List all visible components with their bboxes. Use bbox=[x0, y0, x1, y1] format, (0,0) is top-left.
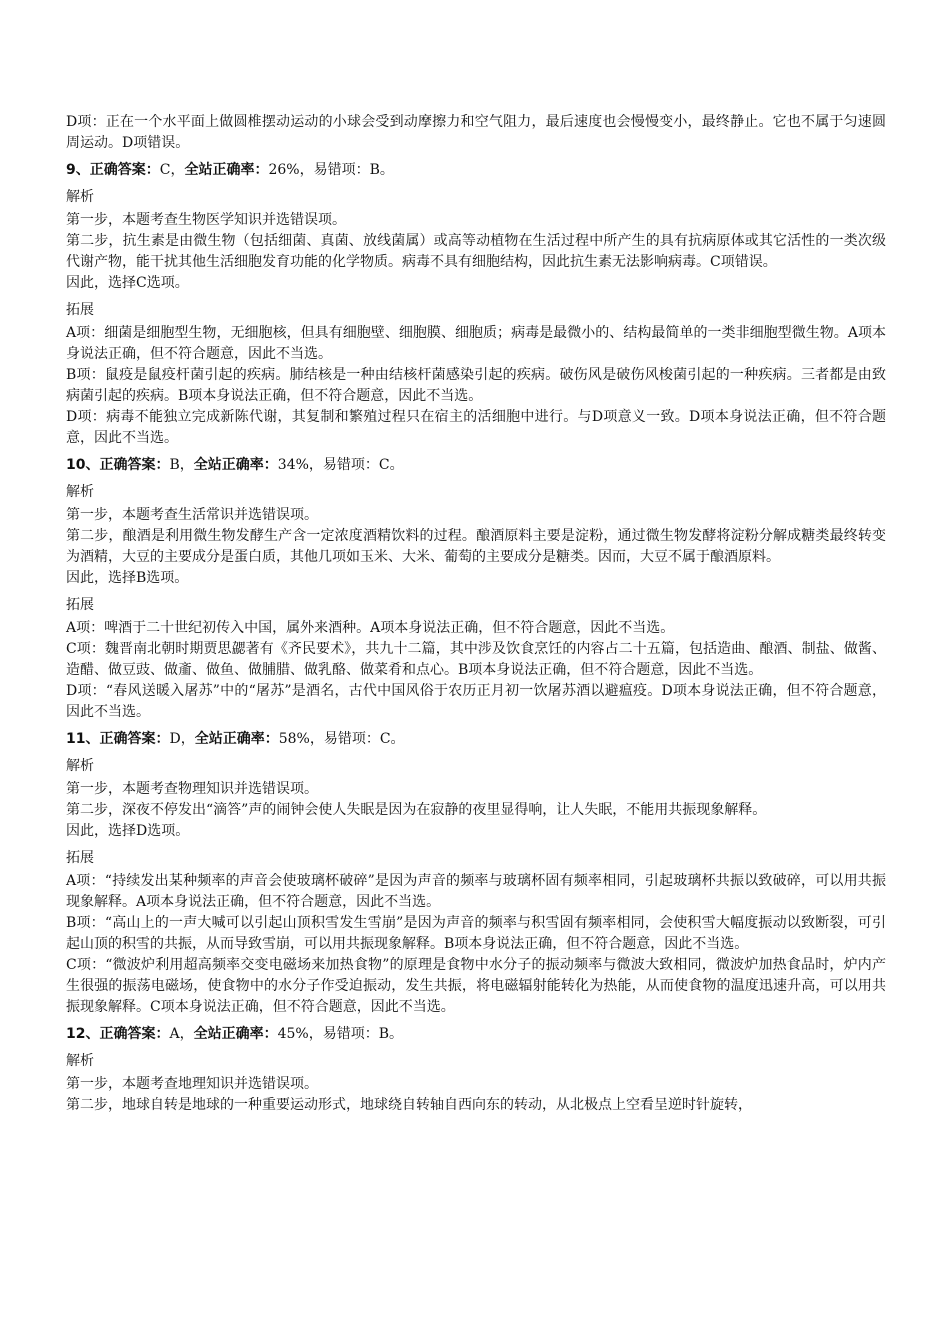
q10-option-a: A项：啤酒于二十世纪初传入中国，属外来酒种。A项本身说法正确，但不符合题意，因此不当选。 bbox=[66, 620, 675, 636]
q12-step1: 第一步，本题考查地理知识并选错误项。 bbox=[66, 1076, 318, 1092]
q9-conclusion: 因此，选择C选项。 bbox=[66, 275, 189, 291]
q10-rate: 34%，易错项：C。 bbox=[277, 457, 404, 473]
q10-step1: 第一步，本题考查生活常识并选错误项。 bbox=[66, 507, 318, 523]
q10-answer-label: 正确答案： bbox=[99, 457, 170, 473]
q10-conclusion: 因此，选择B选项。 bbox=[66, 570, 189, 586]
q11-jiexi-label: 解析 bbox=[66, 758, 94, 774]
q9-step2: 第二步，抗生素是由微生物（包括细菌、真菌、放线菌属）或高等动植物在生活过程中所产生的具有抗病原体或其它活性的一类次级代谢产物，能干扰其他生活细胞发育功能的化学物质。病毒不具有细胞结构，因此抗生素无法影响病毒。C项错误。 bbox=[66, 233, 886, 270]
q10-step2: 第二步，酿酒是利用微生物发酵生产含一定浓度酒精饮料的过程。酿酒原料主要是淀粉，通过微生物发酵将淀粉分解成糖类最终转变为酒精，大豆的主要成分是蛋白质，其他几项如玉米、大米、葡萄的主要成分是糖类。因而，大豆不属于酿酒原料。 bbox=[66, 528, 886, 565]
q12-answer-label: 正确答案： bbox=[99, 1026, 170, 1042]
q11-option-c: C项：“微波炉利用超高频率交变电磁场来加热食物”的原理是食物中水分子的振动频率与微波大致相同，微波炉加热食品时，炉内产生很强的振荡电磁场，使食物中的水分子作受迫振动，发生共振，将电磁辐射能转化为热能，从而使食物的温度迅速升高，可以用共振现象解释。C项本身说法正确，但不符合题意，因此不当选。 bbox=[66, 957, 886, 1015]
q9-tuozhan-label: 拓展 bbox=[66, 302, 94, 318]
q11-answer: D， bbox=[169, 731, 195, 747]
q12-answer: A， bbox=[169, 1026, 194, 1042]
q9-answer-heading bbox=[66, 160, 886, 181]
q9-option-b: B项：鼠疫是鼠疫杆菌引起的疾病。肺结核是一种由结核杆菌感染引起的疾病。破伤风是破伤风梭菌引起的一种疾病。三者都是由致病菌引起的疾病。B项本身说法正确，但不符合题意，因此不当选。 bbox=[66, 367, 886, 404]
q12-rate-label: 全站正确率： bbox=[193, 1026, 278, 1042]
q9-rate: 26%，易错项：B。 bbox=[268, 162, 394, 178]
q10-answer-heading bbox=[66, 455, 886, 476]
q11-conclusion: 因此，选择D选项。 bbox=[66, 823, 190, 839]
q10-number: 10、 bbox=[66, 457, 100, 473]
q11-option-b: B项：“高山上的一声大喊可以引起山顶积雪发生雪崩”是因为声音的频率与积雪固有频率相同，会使积雪大幅度振动以致断裂，可引起山顶的积雪的共振，从而导致雪崩，可以用共振现象解释。B项本身说法正确，但不符合题意，因此不当选。 bbox=[66, 915, 886, 952]
q12-number: 12、 bbox=[66, 1026, 100, 1042]
q10-option-d: D项：“春风送暖入屠苏”中的“屠苏”是酒名，古代中国风俗于农历正月初一饮屠苏酒以避瘟疫。D项本身说法正确，但不符合题意，因此不当选。 bbox=[66, 683, 886, 720]
q11-answer-heading bbox=[66, 729, 886, 750]
q12-rate: 45%，易错项：B。 bbox=[277, 1026, 404, 1042]
q11-answer-label: 正确答案： bbox=[99, 731, 170, 747]
q12-step2: 第二步，地球自转是地球的一种重要运动形式，地球绕自转轴自西向东的转动，从北极点上空看呈逆时针旋转， bbox=[66, 1097, 752, 1113]
q10-rate-label: 全站正确率： bbox=[193, 457, 278, 473]
q10-answer: B， bbox=[169, 457, 194, 473]
q9-answer-label: 正确答案： bbox=[89, 162, 160, 178]
q9-step1: 第一步，本题考查生物医学知识并选错误项。 bbox=[66, 212, 346, 228]
q12-answer-heading bbox=[66, 1024, 886, 1045]
q10-jiexi-label: 解析 bbox=[66, 484, 94, 500]
q9-jiexi-label: 解析 bbox=[66, 189, 94, 205]
q9-number: 9、 bbox=[66, 162, 90, 178]
q10-option-c: C项：魏晋南北朝时期贾思勰著有《齐民要术》，共九十二篇，其中涉及饮食烹饪的内容占二十五篇，包括造曲、酿酒、制盐、做酱、造醋、做豆豉、做齑、做鱼、做脯腊、做乳酪、做菜肴和点心。B项本身说法正确，但不符合题意，因此不当选。 bbox=[66, 641, 886, 678]
q8-option-d-text: D项：正在一个水平面上做圆椎摆动运动的小球会受到动摩擦力和空气阻力，最后速度也会慢慢变小，最终静止。它也不属于匀速圆周运动。D项错误。 bbox=[66, 114, 886, 151]
q11-tuozhan-label: 拓展 bbox=[66, 850, 94, 866]
q9-option-a: A项：细菌是细胞型生物，无细胞核，但具有细胞壁、细胞膜、细胞质；病毒是最微小的、结构最简单的一类非细胞型微生物。A项本身说法正确，但不符合题意，因此不当选。 bbox=[66, 325, 886, 362]
document-page bbox=[66, 112, 886, 1116]
q11-step2: 第二步，深夜不停发出“滴答”声的闹钟会使人失眠是因为在寂静的夜里显得响，让人失眠，不能用共振现象解释。 bbox=[66, 802, 767, 818]
q9-rate-label: 全站正确率： bbox=[184, 162, 269, 178]
q11-rate-label: 全站正确率： bbox=[194, 731, 279, 747]
q11-number: 11、 bbox=[66, 731, 100, 747]
q11-option-a: A项：“持续发出某种频率的声音会使玻璃杯破碎”是因为声音的频率与玻璃杯固有频率相同，引起玻璃杯共振以致破碎，可以用共振现象解释。A项本身说法正确，但不符合题意，因此不当选。 bbox=[66, 873, 886, 910]
q9-option-d: D项：病毒不能独立完成新陈代谢，其复制和繁殖过程只在宿主的活细胞中进行。与D项意义一致。D项本身说法正确，但不符合题意，因此不当选。 bbox=[66, 409, 886, 446]
q11-step1: 第一步，本题考查物理知识并选错误项。 bbox=[66, 781, 318, 797]
q10-tuozhan-label: 拓展 bbox=[66, 597, 94, 613]
q9-answer: C， bbox=[159, 162, 185, 178]
q12-jiexi-label: 解析 bbox=[66, 1053, 94, 1069]
q11-rate: 58%，易错项：C。 bbox=[278, 731, 405, 747]
